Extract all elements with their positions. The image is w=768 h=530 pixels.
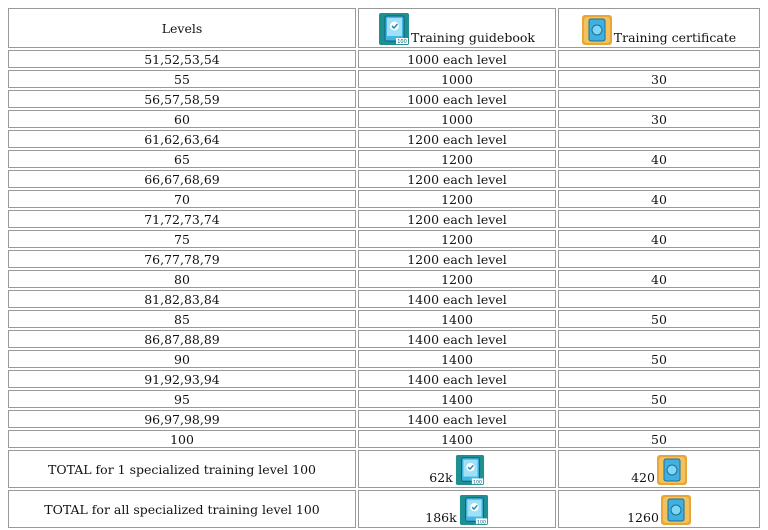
table-row <box>8 350 760 368</box>
levels-cell: 75 <box>8 230 356 248</box>
levels-cell: 71,72,73,74 <box>8 210 356 228</box>
certificate-cell: 50 <box>558 310 760 328</box>
table-row <box>8 70 760 88</box>
levels-cell: 96,97,98,99 <box>8 410 356 428</box>
guidebook-cell: 1200 each level <box>358 250 556 268</box>
table-row <box>8 110 760 128</box>
levels-cell: 60 <box>8 110 356 128</box>
certificate-cell: 40 <box>558 230 760 248</box>
total-certificate-value: 1260 <box>627 510 659 525</box>
guidebook-cell: 1200 each level <box>358 210 556 228</box>
total-row-single <box>8 450 760 488</box>
certificate-cell <box>558 410 760 428</box>
total-guidebook-value: 186k <box>425 510 457 525</box>
levels-cell: 56,57,58,59 <box>8 90 356 108</box>
guidebook-cell: 1400 <box>358 350 556 368</box>
guidebook-cell: 1400 each level <box>358 290 556 308</box>
certificate-cell: 30 <box>558 110 760 128</box>
table-row <box>8 130 760 148</box>
table-row <box>8 270 760 288</box>
svg-text:100: 100 <box>476 520 486 525</box>
table-row <box>8 430 760 448</box>
certificate-cell: 40 <box>558 150 760 168</box>
total-certificate-value: 420 <box>631 470 655 485</box>
guidebook-cell: 1200 <box>358 230 556 248</box>
total-certificate-cell <box>558 450 760 488</box>
header-row <box>8 8 760 48</box>
guidebook-cell: 1400 <box>358 430 556 448</box>
certificate-cell <box>558 170 760 188</box>
total-guidebook-value: 62k <box>429 470 453 485</box>
table-row <box>8 370 760 388</box>
guidebook-icon <box>459 495 489 525</box>
table-row <box>8 310 760 328</box>
levels-cell: 61,62,63,64 <box>8 130 356 148</box>
guidebook-cell: 1000 <box>358 110 556 128</box>
certificate-icon <box>661 495 691 525</box>
table-row <box>8 290 760 308</box>
guidebook-cell: 1000 each level <box>358 50 556 68</box>
guidebook-icon <box>379 13 409 45</box>
levels-cell: 55 <box>8 70 356 88</box>
certificate-icon <box>582 15 612 45</box>
guidebook-cell: 1400 each level <box>358 330 556 348</box>
levels-cell: 86,87,88,89 <box>8 330 356 348</box>
levels-cell: 81,82,83,84 <box>8 290 356 308</box>
certificate-header-label: Training certificate <box>613 30 737 45</box>
certificate-cell: 40 <box>558 270 760 288</box>
svg-text:100: 100 <box>472 480 482 485</box>
levels-cell: 66,67,68,69 <box>8 170 356 188</box>
levels-cell: 65 <box>8 150 356 168</box>
guidebook-cell: 1400 each level <box>358 410 556 428</box>
certificate-cell <box>558 330 760 348</box>
levels-cell: 85 <box>8 310 356 328</box>
guidebook-cell: 1200 each level <box>358 170 556 188</box>
certificate-icon <box>657 455 687 485</box>
guidebook-icon <box>455 455 485 485</box>
certificate-cell <box>558 50 760 68</box>
table-row <box>8 210 760 228</box>
guidebook-cell: 1400 each level <box>358 370 556 388</box>
table-row <box>8 250 760 268</box>
total-guidebook-cell <box>358 490 556 528</box>
guidebook-cell: 1200 <box>358 270 556 288</box>
table-row <box>8 170 760 188</box>
guidebook-cell: 1400 <box>358 390 556 408</box>
levels-header <box>8 8 356 48</box>
guidebook-cell: 1000 <box>358 70 556 88</box>
guidebook-header <box>358 8 556 48</box>
levels-cell: 95 <box>8 390 356 408</box>
levels-cell: 91,92,93,94 <box>8 370 356 388</box>
guidebook-cell: 1200 each level <box>358 130 556 148</box>
total-certificate-cell <box>558 490 760 528</box>
certificate-cell: 40 <box>558 190 760 208</box>
table-row <box>8 150 760 168</box>
certificate-cell: 30 <box>558 70 760 88</box>
total-row-all <box>8 490 760 528</box>
training-requirements-table <box>6 6 762 530</box>
total-label: TOTAL for all specialized training level 100 <box>8 490 356 528</box>
levels-header-label: Levels <box>161 20 203 36</box>
total-guidebook-cell <box>358 450 556 488</box>
levels-cell: 51,52,53,54 <box>8 50 356 68</box>
guidebook-header-label: Training guidebook <box>411 30 535 45</box>
table-row <box>8 190 760 208</box>
table-row <box>8 90 760 108</box>
table-row <box>8 50 760 68</box>
table-row <box>8 390 760 408</box>
certificate-cell <box>558 290 760 308</box>
table-row <box>8 330 760 348</box>
guidebook-cell: 1200 <box>358 150 556 168</box>
certificate-header <box>558 8 760 48</box>
levels-cell: 80 <box>8 270 356 288</box>
table-row <box>8 230 760 248</box>
table-row <box>8 410 760 428</box>
certificate-cell: 50 <box>558 390 760 408</box>
levels-cell: 70 <box>8 190 356 208</box>
levels-cell: 76,77,78,79 <box>8 250 356 268</box>
certificate-cell <box>558 250 760 268</box>
certificate-cell: 50 <box>558 430 760 448</box>
certificate-cell <box>558 210 760 228</box>
guidebook-cell: 1400 <box>358 310 556 328</box>
guidebook-cell: 1000 each level <box>358 90 556 108</box>
certificate-cell <box>558 130 760 148</box>
certificate-cell <box>558 90 760 108</box>
svg-text:100: 100 <box>397 39 407 45</box>
certificate-cell <box>558 370 760 388</box>
total-label: TOTAL for 1 specialized training level 100 <box>8 450 356 488</box>
levels-cell: 100 <box>8 430 356 448</box>
guidebook-cell: 1200 <box>358 190 556 208</box>
certificate-cell: 50 <box>558 350 760 368</box>
levels-cell: 90 <box>8 350 356 368</box>
